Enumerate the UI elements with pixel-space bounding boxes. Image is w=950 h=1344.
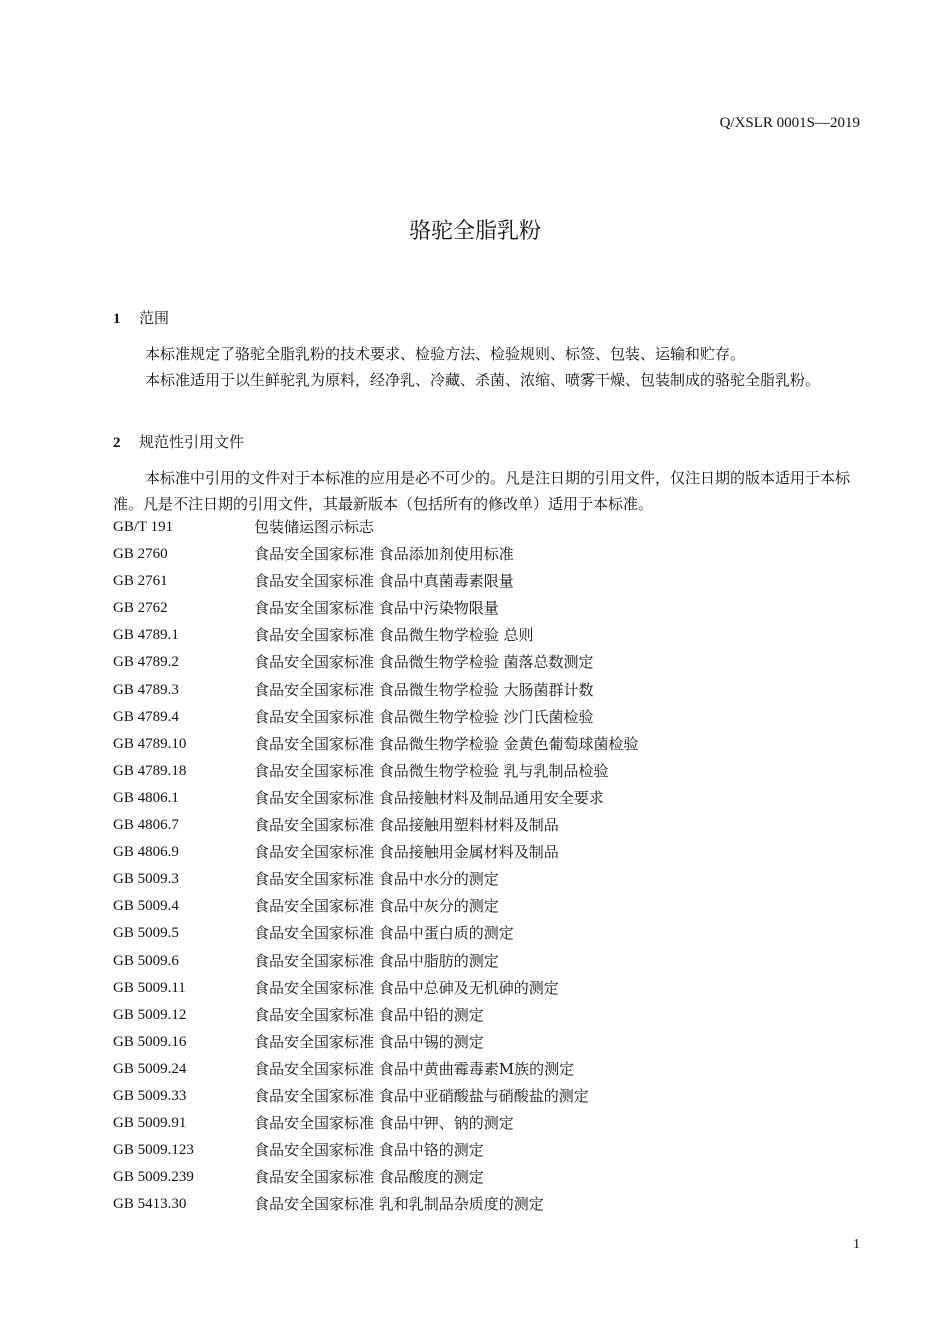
reference-row [113, 1110, 853, 1137]
reference-row [113, 622, 853, 649]
reference-code: GB 4789.2 [113, 654, 179, 671]
reference-title: 食品安全国家标准 食品中黄曲霉毒素M族的测定 [254, 1059, 575, 1078]
reference-row [113, 785, 853, 812]
reference-code: GB 5009.33 [113, 1087, 187, 1104]
reference-title: 食品安全国家标准 食品接触材料及制品通用安全要求 [254, 788, 604, 807]
reference-code: GB 2762 [113, 600, 168, 617]
reference-row [113, 649, 853, 676]
reference-code: GB 4806.7 [113, 817, 179, 834]
reference-code: GB 5009.16 [113, 1033, 187, 1050]
reference-code: GB/T 191 [113, 519, 174, 535]
reference-title: 食品安全国家标准 食品中真菌毒素限量 [254, 572, 514, 591]
reference-code: GB 5009.4 [113, 898, 179, 915]
reference-code: GB 4789.10 [113, 735, 187, 752]
reference-title: 食品安全国家标准 食品中污染物限量 [254, 599, 499, 618]
reference-code: GB 5009.123 [113, 1142, 194, 1159]
reference-title: 食品安全国家标准 食品接触用塑料材料及制品 [254, 816, 559, 835]
reference-row [113, 1083, 853, 1110]
scope-paragraph-2: 本标准适用于以生鲜驼乳为原料，经净乳、冷藏、杀菌、浓缩、喷雾干燥、包装制成的骆驼全脂乳粉。 [145, 371, 821, 389]
reference-code: GB 5009.239 [113, 1169, 194, 1186]
reference-title: 食品安全国家标准 食品酸度的测定 [254, 1168, 484, 1187]
page-number: 1 [853, 1237, 860, 1252]
reference-row [113, 893, 853, 920]
reference-row [113, 1164, 853, 1191]
reference-title: 食品安全国家标准 食品微生物学检验 菌落总数测定 [254, 653, 594, 672]
reference-code: GB 4789.1 [113, 627, 179, 644]
reference-code: GB 5009.11 [113, 979, 186, 996]
reference-title: 食品安全国家标准 食品中总砷及无机砷的测定 [254, 978, 559, 997]
reference-title: 食品安全国家标准 食品微生物学检验 乳与乳制品检验 [254, 761, 609, 780]
section-heading-normative-references [113, 431, 244, 452]
reference-code: GB 4806.1 [113, 789, 179, 806]
scope-paragraph-1: 本标准规定了骆驼全脂乳粉的技术要求、检验方法、检验规则、标签、包装、运输和贮存。 [145, 345, 746, 363]
reference-title: 食品安全国家标准 食品中钾、钠的测定 [254, 1114, 514, 1133]
section-title: 范围 [139, 309, 170, 327]
reference-code: GB 4789.18 [113, 762, 187, 779]
reference-row [113, 948, 853, 975]
reference-row [113, 839, 853, 866]
section-heading-scope [113, 307, 169, 328]
reference-row [113, 1002, 853, 1029]
reference-row [113, 568, 853, 595]
reference-title: 食品安全国家标准 食品接触用金属材料及制品 [254, 843, 559, 862]
reference-title: 食品安全国家标准 食品中水分的测定 [254, 870, 499, 889]
reference-title: 食品安全国家标准 食品中脂肪的测定 [254, 951, 499, 970]
reference-title: 食品安全国家标准 食品微生物学检验 沙门氏菌检验 [254, 707, 594, 726]
references-intro-paragraph: 本标准中引用的文件对于本标准的应用是必不可少的。凡是注日期的引用文件，仅注日期的版本适用于本标准。凡是不注日期的引用文件，其最新版本（包括所有的修改单）适用于本标准。 [113, 469, 851, 513]
section-title: 规范性引用文件 [139, 433, 245, 451]
document-title: 骆驼全脂乳粉 [408, 219, 541, 244]
reference-code: GB 4789.4 [113, 708, 179, 725]
reference-list [113, 514, 853, 1218]
reference-code: GB 5009.6 [113, 952, 179, 969]
reference-title: 食品安全国家标准 食品中蛋白质的测定 [254, 924, 514, 943]
reference-row [113, 866, 853, 893]
reference-row [113, 704, 853, 731]
reference-code: GB 4789.3 [113, 681, 179, 698]
reference-code: GB 5009.91 [113, 1115, 187, 1132]
reference-title: 包装储运图示标志 [254, 518, 375, 536]
reference-row [113, 812, 853, 839]
reference-code: GB 2761 [113, 573, 168, 590]
reference-title: 食品安全国家标准 食品添加剂使用标准 [254, 545, 514, 564]
reference-code: GB 5413.30 [113, 1196, 187, 1213]
reference-row [113, 1056, 853, 1083]
reference-title: 食品安全国家标准 食品微生物学检验 大肠菌群计数 [254, 680, 594, 699]
reference-code: GB 4806.9 [113, 844, 179, 861]
reference-row [113, 758, 853, 785]
reference-code: GB 5009.5 [113, 925, 179, 942]
reference-row [113, 677, 853, 704]
reference-title: 食品安全国家标准 食品微生物学检验 金黄色葡萄球菌检验 [254, 734, 639, 753]
section-number: 2 [113, 435, 121, 451]
reference-title: 食品安全国家标准 食品中铬的测定 [254, 1141, 484, 1160]
reference-row [113, 595, 853, 622]
reference-title: 食品安全国家标准 乳和乳制品杂质度的测定 [254, 1195, 544, 1214]
reference-code: GB 2760 [113, 546, 168, 563]
reference-code: GB 5009.3 [113, 871, 179, 888]
reference-row [113, 1191, 853, 1218]
reference-row [113, 731, 853, 758]
reference-row [113, 541, 853, 568]
reference-title: 食品安全国家标准 食品中锡的测定 [254, 1032, 484, 1051]
standard-code: Q/XSLR 0001S—2019 [719, 115, 860, 131]
reference-title: 食品安全国家标准 食品中灰分的测定 [254, 897, 499, 916]
reference-title: 食品安全国家标准 食品中亚硝酸盐与硝酸盐的测定 [254, 1086, 589, 1105]
reference-row [113, 514, 853, 541]
reference-row [113, 975, 853, 1002]
reference-row [113, 1137, 853, 1164]
section-number: 1 [113, 311, 121, 327]
reference-row [113, 1029, 853, 1056]
reference-title: 食品安全国家标准 食品中铅的测定 [254, 1005, 484, 1024]
reference-row [113, 920, 853, 947]
reference-code: GB 5009.12 [113, 1006, 187, 1023]
reference-code: GB 5009.24 [113, 1060, 187, 1077]
reference-title: 食品安全国家标准 食品微生物学检验 总则 [254, 626, 534, 645]
